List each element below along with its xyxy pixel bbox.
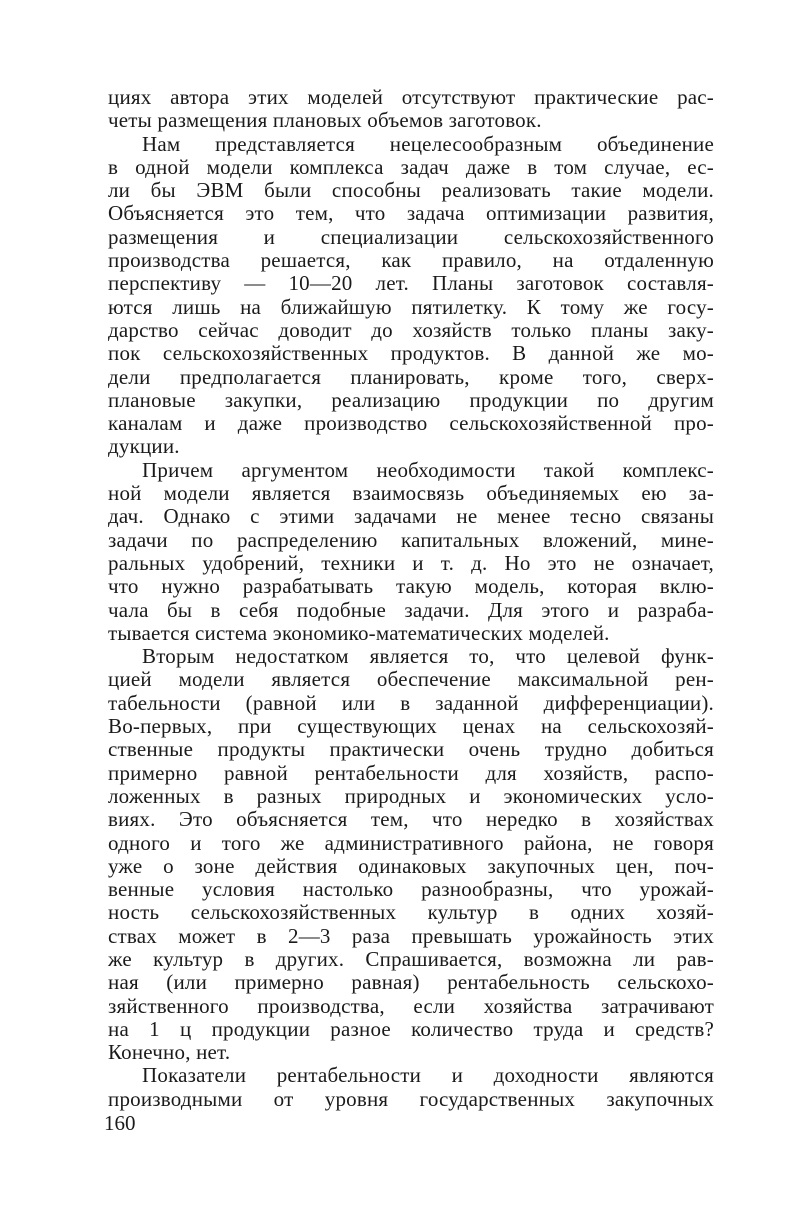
body-text bbox=[108, 86, 714, 1111]
text-line: Показатели рентабельности и доходности являются bbox=[142, 1063, 714, 1088]
text-line: Конечно, нет. bbox=[108, 1040, 231, 1065]
text-line: примерно равной рентабельности для хозяйств, распо- bbox=[108, 760, 714, 785]
text-line: Нам представляется нецелесообразным объединение bbox=[142, 131, 714, 156]
text-line: каналам и даже производство сельскохозяйственной про- bbox=[108, 411, 714, 436]
text-line: Объясняется это тем, что задача оптимизации развития, bbox=[108, 201, 714, 226]
text-line: же культур в других. Спрашивается, возможна ли рав- bbox=[108, 946, 714, 971]
text-line: цией модели является обеспечение максимальной рен- bbox=[108, 667, 714, 692]
page-number: 160 bbox=[104, 1111, 136, 1135]
text-line: в одной модели комплекса задач даже в том случае, ес- bbox=[108, 154, 714, 179]
text-line: ложенных в разных природных и экономических усло- bbox=[108, 783, 714, 808]
text-line: венные условия настолько разнообразны, что урожай- bbox=[108, 877, 714, 902]
text-line: ются лишь на ближайшую пятилетку. К тому же госу- bbox=[108, 294, 714, 319]
text-line: производными от уровня государственных закупочных bbox=[108, 1086, 714, 1111]
text-line: дели предполагается планировать, кроме того, сверх- bbox=[108, 364, 714, 389]
text-line: Причем аргументом необходимости такой комплекс- bbox=[142, 457, 714, 482]
text-line: задачи по распределению капитальных вложений, мине- bbox=[108, 527, 714, 552]
text-line: что нужно разрабатывать такую модель, которая вклю- bbox=[108, 574, 714, 599]
text-line: размещения и специализации сельскохозяйственного bbox=[108, 224, 714, 249]
text-line: перспективу — 10—20 лет. Планы заготовок составля- bbox=[108, 271, 714, 296]
text-line: плановые закупки, реализацию продукции по другим bbox=[108, 387, 714, 412]
text-line: циях автора этих моделей отсутствуют практические рас- bbox=[108, 85, 714, 109]
text-line: виях. Это объясняется тем, что нередко в хозяйствах bbox=[108, 807, 714, 832]
text-line: дарство сейчас доводит до хозяйств только планы заку- bbox=[108, 317, 714, 342]
text-line: одного и того же административного района, не говоря bbox=[108, 830, 714, 855]
text-line: дач. Однако с этими задачами не менее тесно связаны bbox=[108, 504, 714, 529]
text-line: пок сельскохозяйственных продуктов. В данной же мо- bbox=[108, 341, 714, 366]
text-line: четы размещения плановых объемов заготовок. bbox=[108, 108, 542, 133]
text-line: Вторым недостатком является то, что целевой функ- bbox=[142, 644, 714, 669]
text-line: зяйственного производства, если хозяйства затрачивают bbox=[108, 993, 714, 1018]
text-line: уже о зоне действия одинаковых закупочных цен, поч- bbox=[108, 853, 714, 878]
text-line: дукции. bbox=[108, 434, 180, 459]
text-line: ственные продукты практически очень трудно добиться bbox=[108, 737, 714, 762]
text-line: табельности (равной или в заданной дифференциации). bbox=[108, 690, 714, 715]
text-line: на 1 ц продукции разное количество труда и средств? bbox=[108, 1016, 714, 1041]
text-line: чала бы в себя подобные задачи. Для этого и разраба- bbox=[108, 597, 714, 622]
text-line: ствах может в 2—3 раза превышать урожайность этих bbox=[108, 923, 714, 948]
text-line: тывается система экономико-математических моделей. bbox=[108, 620, 610, 645]
text-line: производства решается, как правило, на отдаленную bbox=[108, 248, 714, 273]
text-line: ли бы ЭВМ были способны реализовать такие модели. bbox=[108, 178, 714, 203]
text-line: ной модели является взаимосвязь объединяемых ею за- bbox=[108, 481, 714, 506]
text-line: ная (или примерно равная) рентабельность сельскохо- bbox=[108, 970, 714, 995]
text-line: Во-первых, при существующих ценах на сельскохозяй- bbox=[108, 714, 714, 739]
text-line: ральных удобрений, техники и т. д. Но это не означает, bbox=[108, 550, 714, 575]
text-line: ность сельскохозяйственных культур в одних хозяй- bbox=[108, 900, 714, 925]
